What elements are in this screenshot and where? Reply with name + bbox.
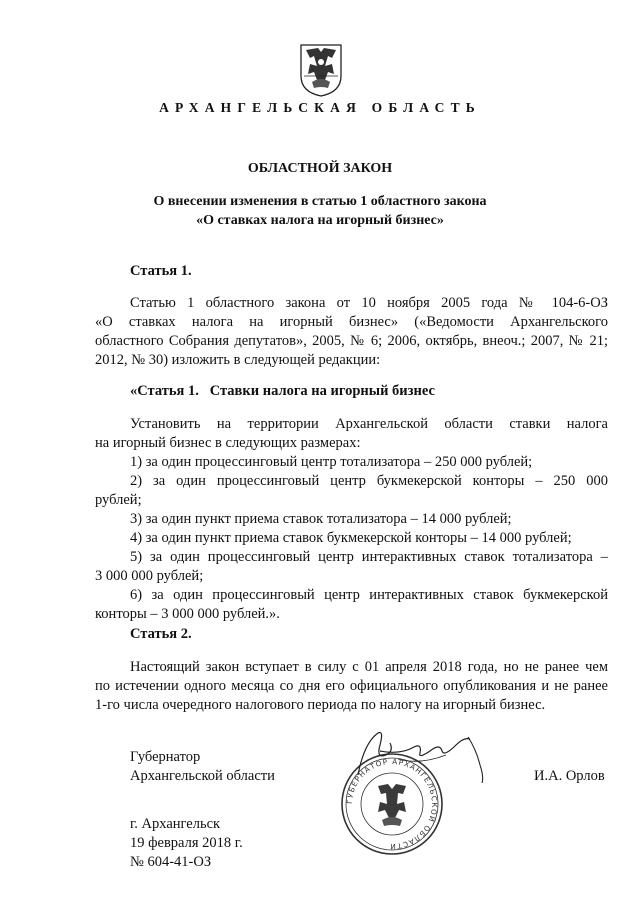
- position-line: Губернатор: [130, 749, 201, 765]
- list-item: 3) за один пункт приема ставок тотализатора – 14 000 рублей;: [130, 511, 512, 527]
- handwritten-signature-icon: [350, 725, 500, 785]
- quoted-article-heading: «Статья 1. Ставки налога на игорный бизнес: [130, 383, 435, 399]
- list-item: 1) за один процессинговый центр тотализатора – 250 000 рублей;: [130, 454, 533, 470]
- paragraph-line: «О ставках налога на игорный бизнес» («Ведомости Архангельского: [95, 314, 608, 330]
- paragraph-line: Статью 1 областного закона от 10 ноября 2005 года № 104-6-ОЗ: [130, 295, 608, 311]
- list-item-continuation: 3 000 000 рублей;: [95, 568, 204, 584]
- signatory-name: И.А. Орлов: [534, 768, 605, 784]
- arkhangelsk-coat-of-arms-icon: [298, 42, 344, 98]
- seal-text: ГУБЕРНАТОР АРХАНГЕЛЬСКОЙ ОБЛАСТИ: [344, 756, 440, 852]
- document-type: ОБЛАСТНОЙ ЗАКОН: [247, 161, 393, 176]
- paragraph-line: Установить на территории Архангельской области ставки налога: [130, 416, 608, 432]
- paragraph-line: на игорный бизнес в следующих размерах:: [95, 435, 361, 451]
- list-item: 2) за один процессинговый центр букмекерской конторы – 250 000: [130, 473, 608, 489]
- region-name: АРХАНГЕЛЬСКАЯ ОБЛАСТЬ: [159, 100, 481, 115]
- list-item: 5) за один процессинговый центр интерактивных ставок тотализатора –: [130, 549, 608, 565]
- article-2-heading: Статья 2.: [130, 626, 192, 642]
- list-item: 4) за один пункт приема ставок букмекерской конторы – 14 000 рублей;: [130, 530, 572, 546]
- paragraph-line: 2012, № 30) изложить в следующей редакции:: [95, 352, 381, 368]
- list-item: 6) за один процессинговый центр интерактивных ставок букмекерской: [130, 587, 608, 603]
- title-line: О внесении изменения в статью 1 областного закона: [153, 194, 487, 209]
- paragraph-line: Настоящий закон вступает в силу с 01 апреля 2018 года, но не ранее чем: [130, 659, 608, 675]
- date: 19 февраля 2018 г.: [130, 835, 243, 851]
- list-item-continuation: рублей;: [95, 492, 142, 508]
- position-line: Архангельской области: [130, 768, 275, 784]
- city: г. Архангельск: [130, 816, 221, 832]
- paragraph-line: областного Собрания депутатов», 2005, № 6; 2006, октябрь, внеоч.; 2007, № 21;: [95, 333, 608, 349]
- title-line: «О ставках налога на игорный бизнес»: [196, 213, 444, 228]
- law-number: № 604-41-ОЗ: [130, 854, 212, 870]
- document-footer: [130, 815, 243, 872]
- article-2-text: [95, 658, 608, 715]
- list-item-continuation: конторы – 3 000 000 рублей.».: [95, 606, 280, 622]
- article-1-heading: Статья 1.: [130, 263, 192, 279]
- paragraph-line: по истечении одного месяца со дня его официального опубликования и не ранее: [95, 678, 608, 694]
- tax-rates-list: [95, 415, 608, 624]
- signatory-position: [130, 748, 275, 786]
- document-title: [60, 192, 580, 230]
- paragraph-line: 1-го числа очередного налогового периода по налогу на игорный бизнес.: [95, 697, 546, 713]
- article-1-intro: [95, 294, 608, 370]
